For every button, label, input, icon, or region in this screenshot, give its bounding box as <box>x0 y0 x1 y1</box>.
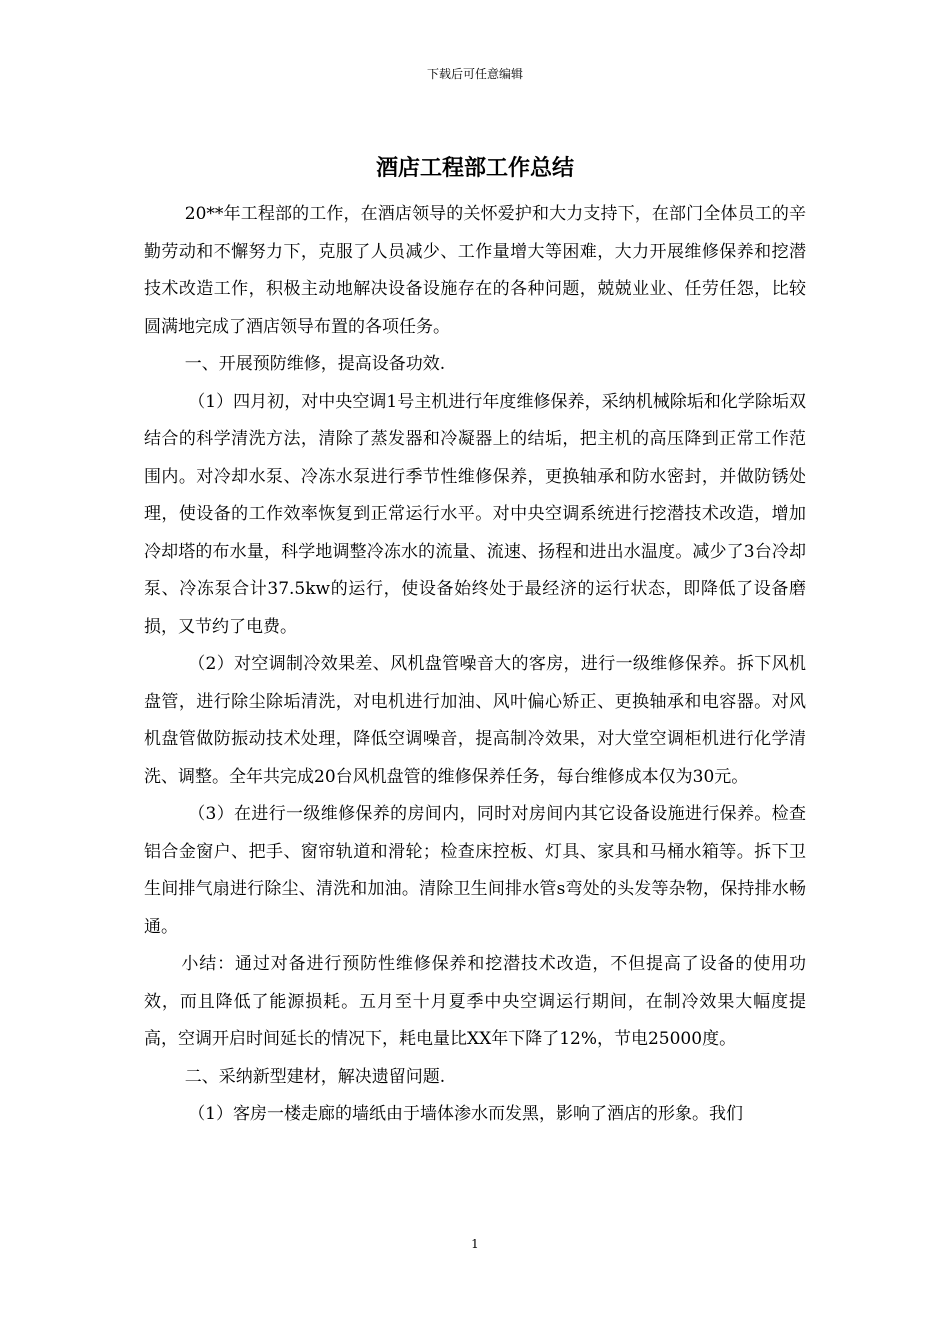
page-number: 1 <box>471 1237 479 1251</box>
section-1-summary: 小结：通过对备进行预防性维修保养和挖潜技术改造，不但提高了设备的使用功效，而且降低了能源损耗。五月至十月夏季中央空调运行期间，在制冷效果大幅度提高，空调开启时间延长的情况下，耗电量比XX年下降了12%，节电25000度。 <box>144 954 806 1049</box>
section-heading-2: 二、采纳新型建材，解决遗留问题. <box>184 1066 446 1087</box>
section-1-item-2: （2）对空调制冷效果差、风机盘管噪音大的客房，进行一级维修保养。拆下风机盘管，进行除尘除垢清洗，对电机进行加油、风叶偏心矫正、更换轴承和电容器。对风机盘管做防振动技术处理，降低空调噪音，提高制冷效果，对大堂空调柜机进行化学清洗、调整。全年共完成20台风机盘管的维修保养任务，每台维修成本仅为30元。 <box>144 654 806 787</box>
page-header-note: 下载后可任意编辑 <box>426 67 523 81</box>
document-body <box>144 196 806 1134</box>
intro-paragraph: 20**年工程部的工作，在酒店领导的关怀爱护和大力支持下，在部门全体员工的辛勤劳动和不懈努力下，克服了人员减少、工作量增大等困难，大力开展维修保养和挖潜技术改造工作，积极主动地解决设备设施存在的各种问题，兢兢业业、任劳任怨，比较圆满地完成了酒店领导布置的各项任务。 <box>144 204 806 337</box>
section-1-item-3: （3）在进行一级维修保养的房间内，同时对房间内其它设备设施进行保养。检查铝合金窗户、把手、窗帘轨道和滑轮；检查床控板、灯具、家具和马桶水箱等。拆下卫生间排气扇进行除尘、清洗和加油。清除卫生间排水管s弯处的头发等杂物，保持排水畅通。 <box>144 804 806 937</box>
section-2-item-1: （1）客房一楼走廊的墙纸由于墙体渗水而发黑，影响了酒店的形象。我们 <box>188 1104 744 1124</box>
document-title: 酒店工程部工作总结 <box>375 155 574 181</box>
section-1-item-1: （1）四月初，对中央空调1号主机进行年度维修保养，采纳机械除垢和化学除垢双结合的科学清洗方法，清除了蒸发器和冷凝器上的结垢，把主机的高压降到正常工作范围内。对冷却水泵、冷冻水泵进行季节性维修保养，更换轴承和防水密封，并做防锈处理，使设备的工作效率恢复到正常运行水平。对中央空调系统进行挖潜技术改造，增加冷却塔的布水量，科学地调整冷冻水的流量、流速、扬程和进出水温度。减少了3台冷却泵、冷冻泵合计37.5kw的运行，使设备始终处于最经济的运行状态，即降低了设备磨损，又节约了电费。 <box>144 391 806 637</box>
section-heading-1: 一、开展预防维修，提高设备功效. <box>184 354 446 374</box>
